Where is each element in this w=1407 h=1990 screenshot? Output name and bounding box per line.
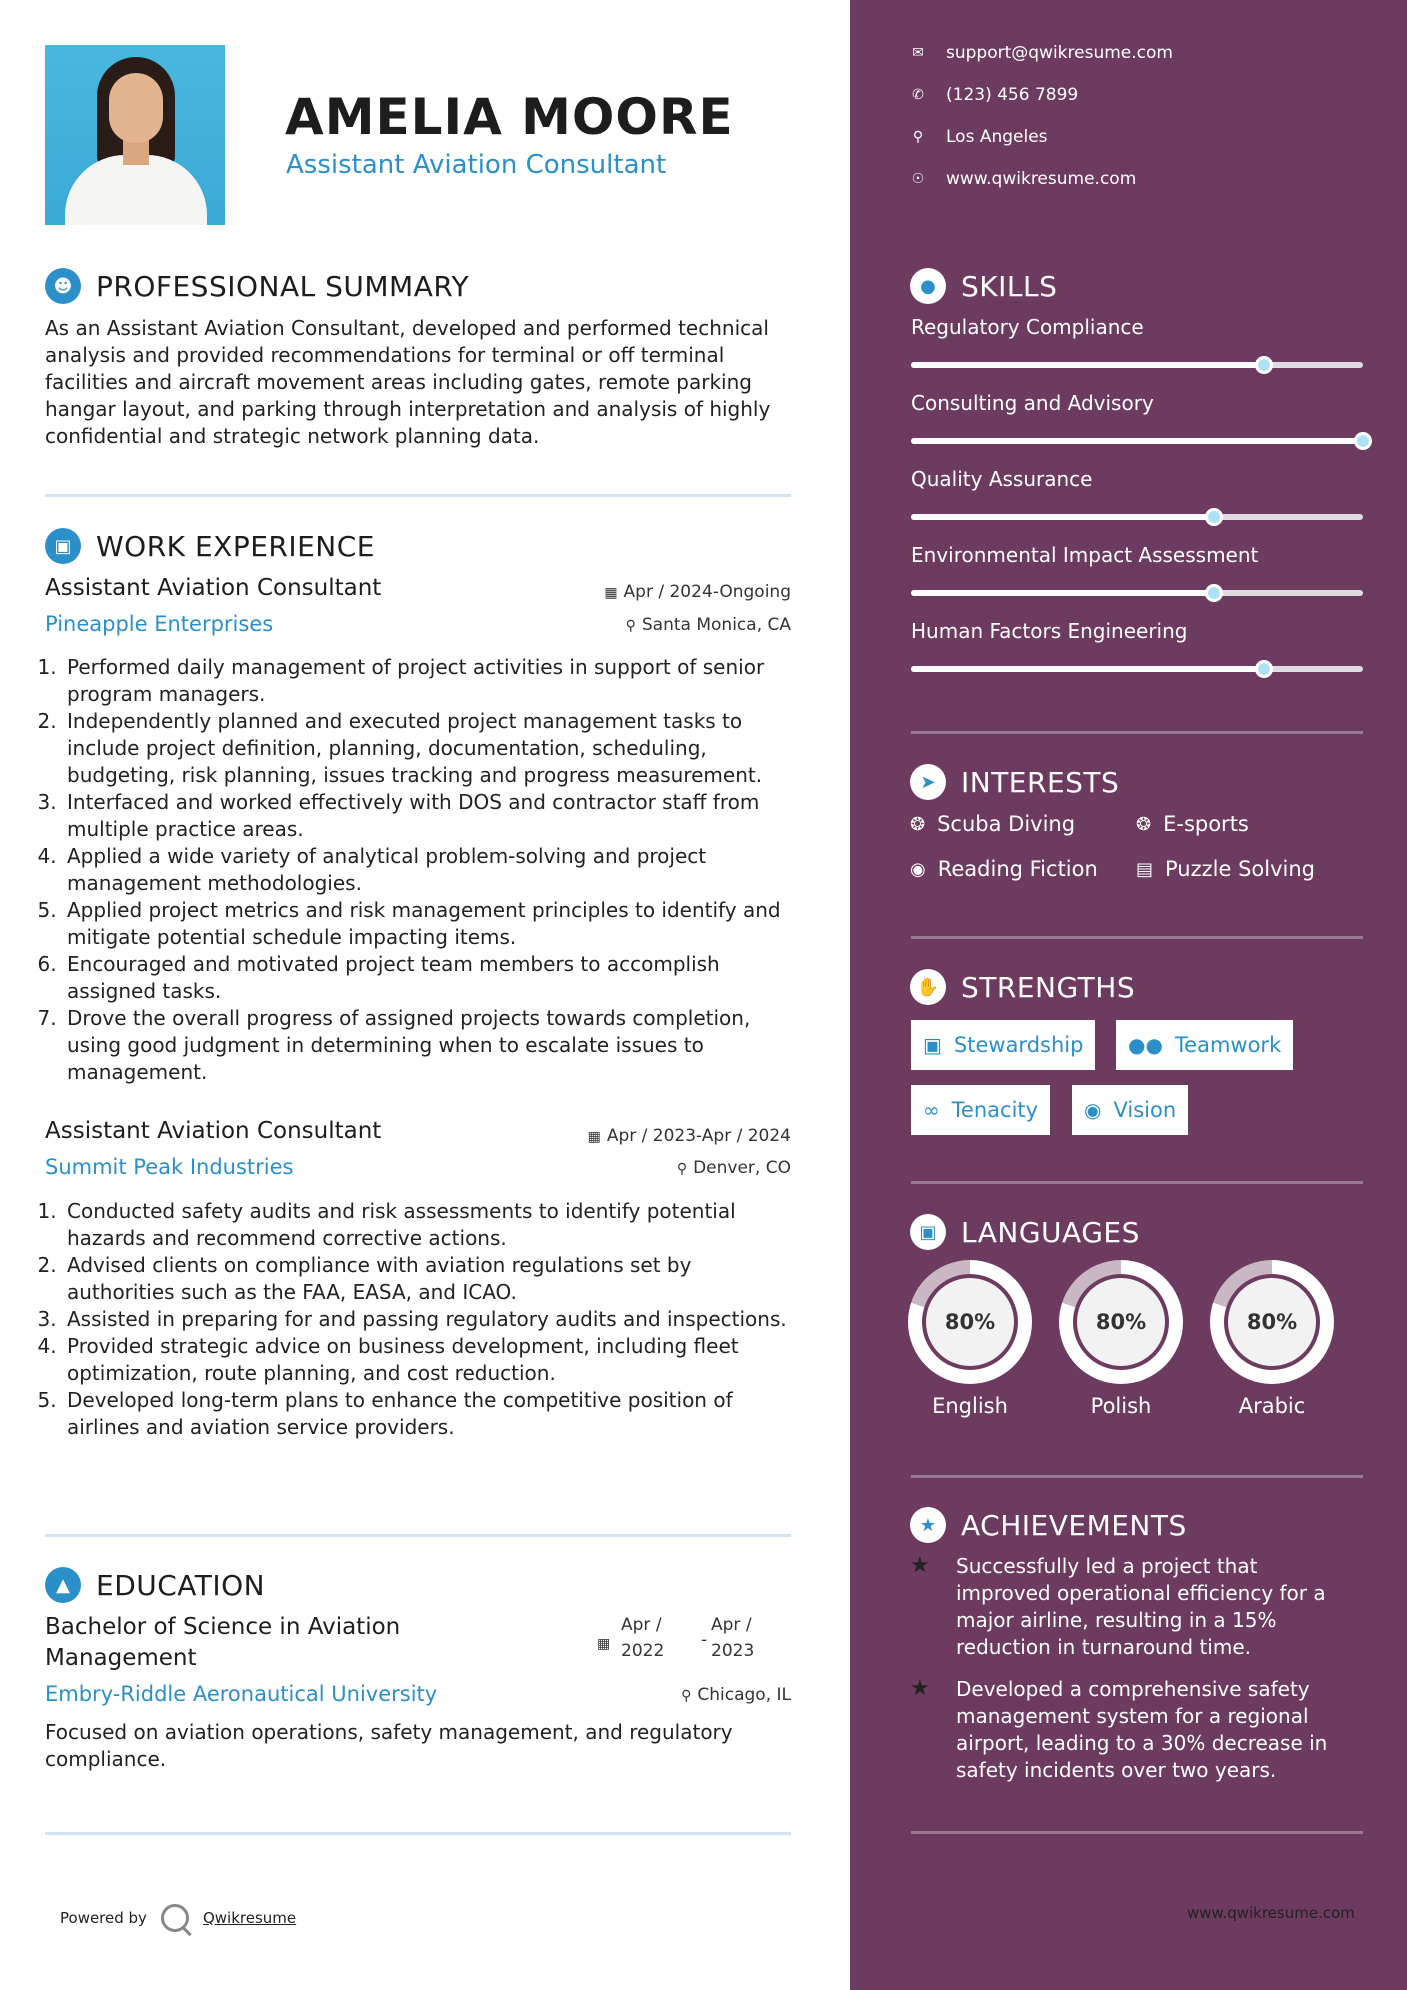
lightbulb-icon: ● bbox=[910, 268, 946, 304]
language-item bbox=[1059, 1260, 1183, 1418]
contact-location: ⚲ Los Angeles bbox=[910, 127, 1048, 147]
phone-icon: ✆ bbox=[912, 87, 924, 103]
experience-heading bbox=[45, 528, 375, 564]
star-icon: ★ bbox=[910, 1507, 946, 1543]
skill-name: Consulting and Advisory bbox=[911, 391, 1154, 415]
skill-bar-fill bbox=[911, 590, 1214, 596]
strength-badge: ∞ Tenacity bbox=[911, 1085, 1050, 1135]
globe-icon: ☉ bbox=[911, 171, 925, 187]
candidate-name: AMELIA MOORE bbox=[285, 88, 734, 146]
skill-bar-knob bbox=[1354, 432, 1372, 450]
divider bbox=[911, 731, 1363, 734]
powered-by: Powered by Qwikresume bbox=[60, 1904, 296, 1932]
job-dates: ▦ Apr / 2023-Apr / 2024 bbox=[587, 1126, 791, 1146]
calendar-icon: ▦ bbox=[587, 1129, 601, 1145]
contact-phone: ✆ (123) 456 7899 bbox=[910, 85, 1078, 105]
fist-icon: ✋ bbox=[910, 969, 946, 1005]
gamepad-icon: ◉ bbox=[910, 858, 926, 880]
interest-item: ▤ Puzzle Solving bbox=[1136, 857, 1316, 881]
interest-item: ◉ Reading Fiction bbox=[910, 857, 1098, 881]
skill-bar bbox=[911, 666, 1363, 672]
footer-website[interactable]: www.qwikresume.com bbox=[1187, 1904, 1355, 1922]
skill-bar bbox=[911, 362, 1363, 368]
job-bullet: 1. Conducted safety audits and risk assessments to identify potential hazards and recommend corrective actions. bbox=[63, 1198, 795, 1252]
summary-text: As an Assistant Aviation Consultant, developed and performed technical analysis and provided recommendations for terminal or off terminal facilities and aircraft movement areas including gates, remote parking hangar layout, and parking through interpretation and analysis of highly confidential and strategic network planning data. bbox=[45, 316, 771, 448]
skill-bar-knob bbox=[1255, 660, 1273, 678]
degree-title: Bachelor of Science in Aviation Management bbox=[45, 1614, 401, 1671]
language-name: Polish bbox=[1090, 1394, 1152, 1418]
job-bullet: 2. Advised clients on compliance with aviation regulations set by authorities such as the FAA, EASA, and ICAO. bbox=[63, 1252, 795, 1306]
strength-badge: ◉ Vision bbox=[1072, 1085, 1188, 1135]
briefcase-icon: ▣ bbox=[45, 528, 81, 564]
lifebuoy-icon: ❂ bbox=[910, 813, 926, 835]
strength-badge: ●● Teamwork bbox=[1116, 1020, 1293, 1070]
divider bbox=[911, 1831, 1363, 1834]
profile-photo bbox=[45, 45, 225, 225]
skill-name: Environmental Impact Assessment bbox=[911, 543, 1259, 567]
job-company: Summit Peak Industries bbox=[45, 1155, 294, 1179]
graduation-icon: ▲ bbox=[45, 1567, 81, 1603]
strengths-heading bbox=[910, 969, 1135, 1005]
language-item bbox=[1210, 1260, 1334, 1418]
link-icon: ∞ bbox=[923, 1098, 940, 1122]
job-bullet: 6. Encouraged and motivated project team members to accomplish assigned tasks. bbox=[63, 951, 795, 1005]
job-bullets bbox=[45, 654, 795, 1086]
calendar-icon: ▦ bbox=[597, 1636, 611, 1652]
skill-bar bbox=[911, 514, 1363, 520]
skill-bar-knob bbox=[1255, 356, 1273, 374]
pin-icon: ⚲ bbox=[681, 1688, 692, 1704]
pin-icon: ⚲ bbox=[912, 129, 924, 145]
divider bbox=[911, 936, 1363, 939]
language-percent: 80% bbox=[922, 1274, 1018, 1370]
envelope-icon: ✉ bbox=[912, 45, 924, 61]
skill-bar-knob bbox=[1205, 584, 1223, 602]
interest-item: ❂ E-sports bbox=[1136, 812, 1249, 836]
job-location: ⚲ Santa Monica, CA bbox=[625, 615, 791, 635]
skill-name: Human Factors Engineering bbox=[911, 619, 1188, 643]
star-icon: ★ bbox=[910, 1676, 930, 1701]
language-percent: 80% bbox=[1224, 1274, 1320, 1370]
strength-badge: ▣ Stewardship bbox=[911, 1020, 1095, 1070]
job-location: ⚲ Denver, CO bbox=[676, 1158, 791, 1178]
job-title: Assistant Aviation Consultant bbox=[45, 575, 382, 601]
language-percent: 80% bbox=[1073, 1274, 1169, 1370]
user-icon: ☻ bbox=[45, 268, 81, 304]
skill-bar-fill bbox=[911, 438, 1363, 444]
skill-bar-fill bbox=[911, 514, 1214, 520]
edu-end-date: Apr / 2023 bbox=[711, 1615, 755, 1661]
experience-title: WORK EXPERIENCE bbox=[96, 529, 375, 563]
job-title: Assistant Aviation Consultant bbox=[45, 1118, 382, 1144]
pin-icon: ⚲ bbox=[625, 618, 636, 634]
lifebuoy-icon: ❂ bbox=[1136, 813, 1152, 835]
job-dates: ▦ Apr / 2024-Ongoing bbox=[604, 582, 791, 602]
brand-link[interactable]: Qwikresume bbox=[202, 1909, 297, 1927]
calendar-icon: ▦ bbox=[604, 585, 618, 601]
language-ring bbox=[1059, 1260, 1183, 1384]
edu-location: ⚲ Chicago, IL bbox=[681, 1685, 791, 1705]
job-company: Pineapple Enterprises bbox=[45, 612, 274, 636]
skill-bar bbox=[911, 590, 1363, 596]
skill-bar-fill bbox=[911, 362, 1264, 368]
skills-title: SKILLS bbox=[961, 269, 1058, 303]
summary-heading bbox=[45, 268, 469, 304]
languages-title: LANGUAGES bbox=[961, 1215, 1140, 1249]
candidate-role: Assistant Aviation Consultant bbox=[286, 150, 667, 180]
language-item bbox=[908, 1260, 1032, 1418]
education-heading bbox=[45, 1567, 265, 1603]
edu-start-date: Apr / 2022 bbox=[621, 1615, 665, 1661]
book-icon: ▤ bbox=[1136, 858, 1154, 880]
skill-name: Regulatory Compliance bbox=[911, 315, 1144, 339]
divider bbox=[45, 1534, 791, 1537]
job-bullet: 3. Interfaced and worked effectively with DOS and contractor staff from multiple practice areas. bbox=[63, 789, 795, 843]
education-title: EDUCATION bbox=[96, 1568, 266, 1602]
interests-title: INTERESTS bbox=[961, 765, 1120, 799]
skill-bar bbox=[911, 438, 1363, 444]
edu-date-dash: - bbox=[701, 1630, 708, 1650]
strengths-title: STRENGTHS bbox=[961, 970, 1136, 1004]
job-bullet: 4. Applied a wide variety of analytical problem-solving and project management methodologies. bbox=[63, 843, 795, 897]
summary-title: PROFESSIONAL SUMMARY bbox=[96, 269, 470, 303]
language-icon: ▣ bbox=[910, 1214, 946, 1250]
job-bullet: 7. Drove the overall progress of assigned projects towards completion, using good judgment in determining when to escalate issues to management. bbox=[63, 1005, 795, 1086]
divider bbox=[911, 1181, 1363, 1184]
pin-icon: ⚲ bbox=[676, 1161, 688, 1177]
achievements-heading bbox=[910, 1507, 1187, 1543]
job-bullet: 1. Performed daily management of project activities in support of senior program managers. bbox=[63, 654, 795, 708]
job-bullet: 3. Assisted in preparing for and passing regulatory audits and inspections. bbox=[63, 1306, 795, 1333]
contact-email[interactable]: ✉ support@qwikresume.com bbox=[910, 43, 1173, 63]
language-name: Arabic bbox=[1238, 1394, 1306, 1418]
divider bbox=[45, 1832, 791, 1835]
language-ring bbox=[1210, 1260, 1334, 1384]
interest-item: ❂ Scuba Diving bbox=[910, 812, 1076, 836]
users-icon: ●● bbox=[1128, 1033, 1163, 1057]
job-bullet: 5. Applied project metrics and risk management principles to identify and mitigate potential schedule impacting items. bbox=[63, 897, 795, 951]
star-icon: ★ bbox=[910, 1553, 930, 1578]
achievement-item: ★ Developed a comprehensive safety management system for a regional airport, leading to a 30% decrease in safety incidents over two years. bbox=[910, 1676, 1328, 1782]
language-name: English bbox=[932, 1394, 1008, 1418]
divider bbox=[911, 1475, 1363, 1478]
binoculars-icon: ◉ bbox=[1084, 1098, 1102, 1122]
school-name: Embry-Riddle Aeronautical University bbox=[45, 1682, 438, 1706]
skill-bar-knob bbox=[1205, 508, 1223, 526]
job-bullet: 2. Independently planned and executed project management tasks to include project definition, planning, documentation, scheduling, budgeting, risk planning, issues tracking and progress measurement. bbox=[63, 708, 795, 789]
skill-bar-fill bbox=[911, 666, 1264, 672]
achievement-item: ★ Successfully led a project that improved operational efficiency for a major airline, resulting in a 15% reduction in turnaround time. bbox=[910, 1553, 1326, 1659]
qwikresume-logo-icon bbox=[161, 1904, 189, 1932]
language-ring bbox=[908, 1260, 1032, 1384]
job-bullet: 4. Provided strategic advice on business development, including fleet optimization, route planning, and cost reduction. bbox=[63, 1333, 795, 1387]
interests-heading bbox=[910, 764, 1119, 800]
briefcase-icon: ▣ bbox=[923, 1033, 942, 1057]
skill-name: Quality Assurance bbox=[911, 467, 1093, 491]
job-bullets bbox=[45, 1198, 795, 1441]
skills-heading bbox=[910, 268, 1057, 304]
contact-website[interactable]: ☉ www.qwikresume.com bbox=[911, 169, 1137, 189]
job-bullet: 5. Developed long-term plans to enhance the competitive position of airlines and aviation service providers. bbox=[63, 1387, 795, 1441]
paper-plane-icon: ➤ bbox=[910, 764, 946, 800]
divider bbox=[45, 494, 791, 497]
education-text: Focused on aviation operations, safety management, and regulatory compliance. bbox=[45, 1720, 733, 1771]
achievements-title: ACHIEVEMENTS bbox=[961, 1508, 1187, 1542]
languages-heading bbox=[910, 1214, 1140, 1250]
